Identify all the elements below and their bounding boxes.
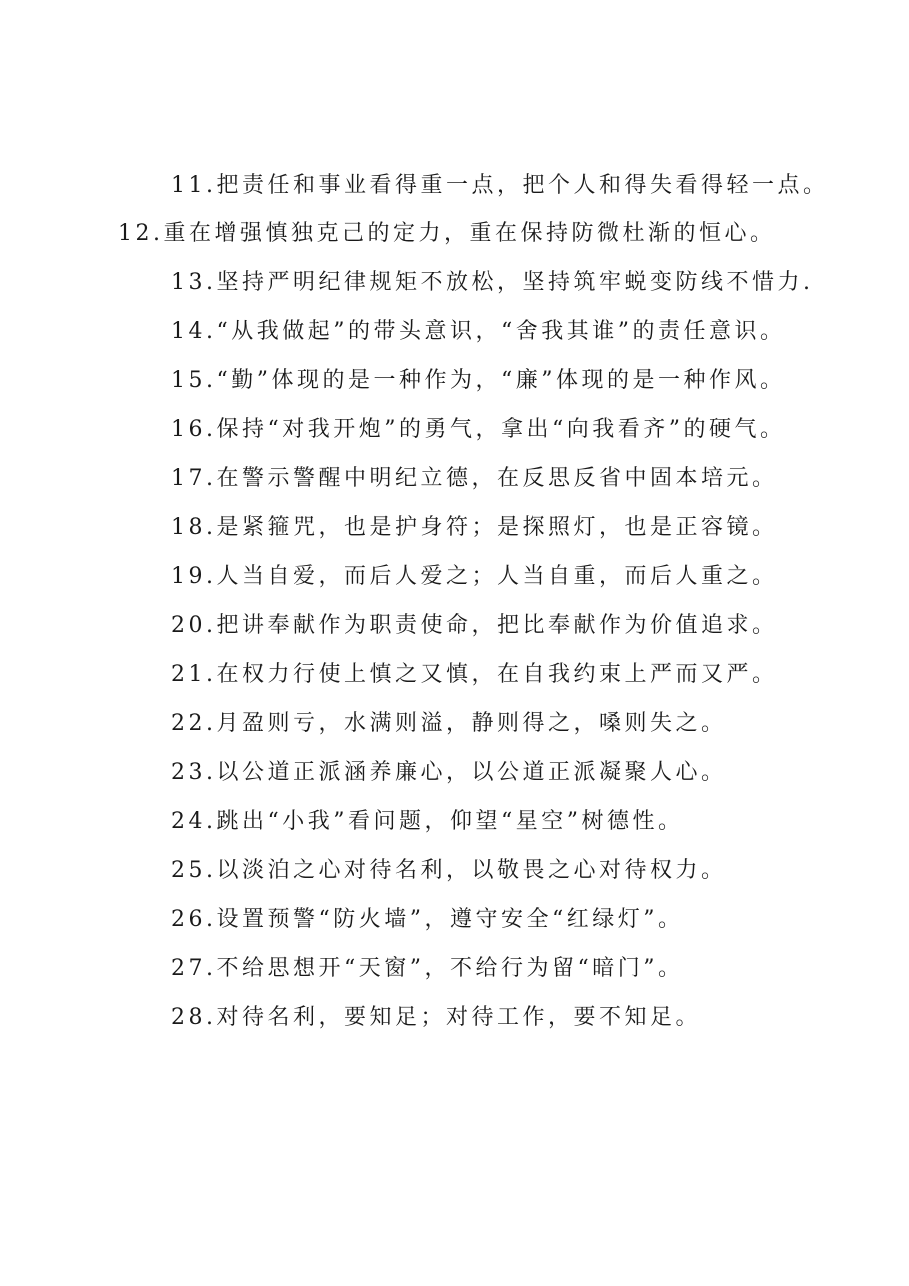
text-line-14: 14.“从我做起”的带头意识，“舍我其谁”的责任意识。	[171, 319, 786, 344]
text-line-24: 24.跳出“小我”看问题，仰望“星空”树德性。	[171, 809, 684, 834]
text-line-13: 13.坚持严明纪律规矩不放松，坚持筑牢蜕变防线不惜力.	[171, 270, 814, 295]
text-line-20: 20.把讲奉献作为职责使命，把比奉献作为价值追求。	[171, 613, 778, 638]
text-line-21: 21.在权力行使上慎之又慎，在自我约束上严而又严。	[171, 662, 778, 687]
text-line-15: 15.“勤”体现的是一种作为，“廉”体现的是一种作风。	[171, 368, 786, 393]
text-line-22: 22.月盈则亏，水满则溢，静则得之，嗓则失之。	[171, 711, 727, 736]
text-line-16: 16.保持“对我开炮”的勇气，拿出“向我看齐”的硬气。	[171, 417, 786, 442]
text-line-23: 23.以公道正派涵养廉心，以公道正派凝聚人心。	[171, 760, 727, 785]
text-line-17: 17.在警示警醒中明纪立德，在反思反省中固本培元。	[171, 466, 778, 491]
text-line-18: 18.是紧箍咒，也是护身符；是探照灯，也是正容镜。	[171, 515, 778, 540]
text-line-27: 27.不给思想开“天窗”，不给行为留“暗门”。	[171, 956, 684, 981]
text-line-26: 26.设置预警“防火墙”，遵守安全“红绿灯”。	[171, 907, 684, 932]
text-line-12: 12.重在增强慎独克己的定力，重在保持防微杜渐的恒心。	[118, 221, 776, 246]
text-line-19: 19.人当自爱，而后人爱之；人当自重，而后人重之。	[171, 564, 778, 589]
text-line-25: 25.以淡泊之心对待名利，以敬畏之心对待权力。	[171, 858, 727, 883]
text-line-28: 28.对待名利，要知足；对待工作，要不知足。	[171, 1005, 701, 1030]
text-line-11: 11.把责任和事业看得重一点，把个人和得失看得轻一点。	[171, 173, 829, 198]
